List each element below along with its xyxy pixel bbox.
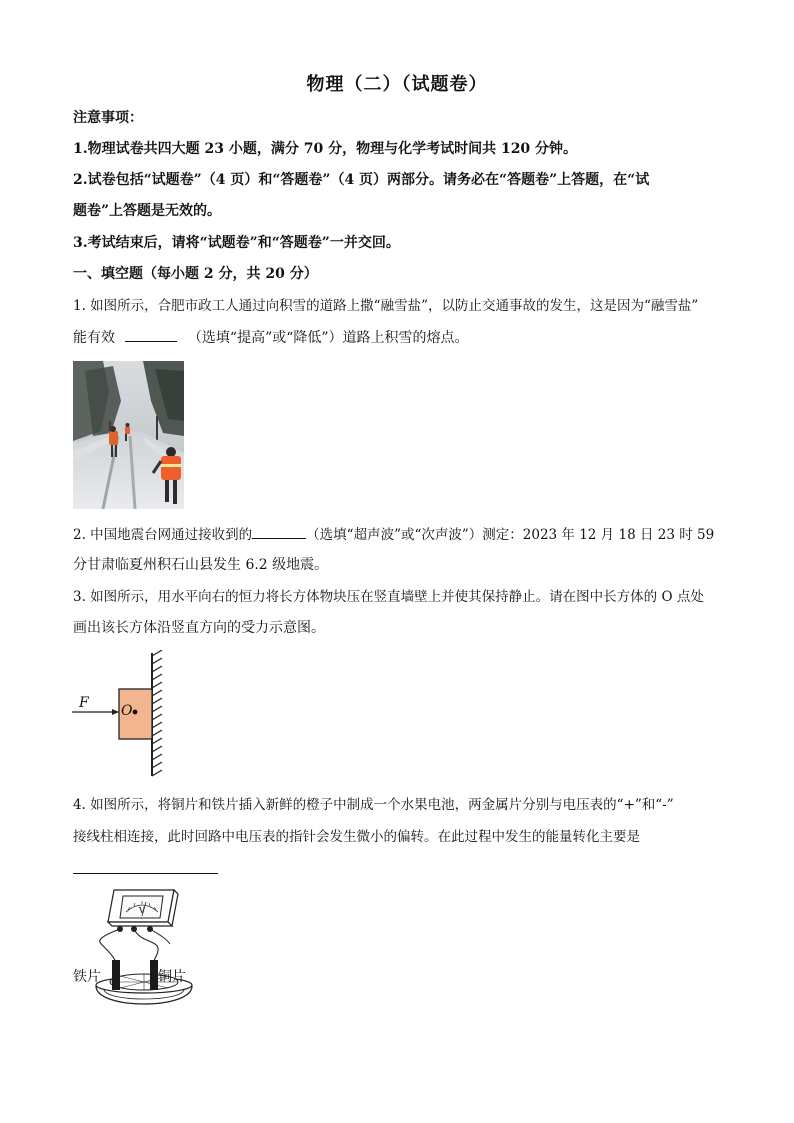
- copper-label: 铜片: [158, 969, 186, 985]
- point-label: O: [121, 703, 133, 719]
- q1-line2: [73, 327, 723, 348]
- q1-prefix: 能有效: [73, 330, 115, 346]
- q4-line2: 接线柱相连接，此时回路中电压表的指针会发生微小的偏转。在此过程中发生的能量转化主要是: [73, 829, 640, 845]
- block-wall-figure: [70, 650, 180, 780]
- section-heading: 一、填空题（每小题 2 分，共 20 分）: [73, 266, 318, 282]
- notice-item-1: 1.物理试卷共四大题 23 小题，满分 70 分，物理与化学考试时间共 120 分钟。: [73, 141, 578, 157]
- q2-suffix: （选填“超声波”或“次声波”）测定：2023 年 12 月 18 日 23 时 59: [306, 527, 715, 543]
- q2-line2: 分甘肃临夏州积石山县发生 6.2 级地震。: [73, 557, 329, 573]
- q3-line1: 3. 如图所示，用水平向右的恒力将长方体物块压在竖直墙壁上并使其保持静止。请在图中长方体的 O 点处: [73, 589, 704, 605]
- notice-heading: 注意事项：: [73, 110, 143, 126]
- notice-item-3: 3.考试结束后，请将“试题卷”和“答题卷”一并交回。: [73, 235, 400, 251]
- fruit-battery-figure: [70, 882, 210, 1017]
- q4-line1: 4. 如图所示，将铜片和铁片插入新鲜的橙子中制成一个水果电池，两金属片分别与电压表的“+”和“-”: [73, 797, 674, 813]
- q1-answer-blank[interactable]: [125, 327, 177, 342]
- force-label: F: [79, 695, 89, 711]
- q1-suffix: （选填“提高”或“降低”）道路上积雪的熔点。: [187, 330, 469, 346]
- q3-line2: 画出该长方体沿竖直方向的受力示意图。: [73, 620, 325, 636]
- q4-answer-blank[interactable]: [73, 873, 218, 874]
- iron-label: 铁片: [73, 969, 101, 985]
- notice-item-2-cont: 题卷”上答题是无效的。: [73, 203, 222, 219]
- q1-line1: 1. 如图所示，合肥市政工人通过向积雪的道路上撒“融雪盐”，以防止交通事故的发生，这是因为“融雪盐”: [73, 298, 699, 314]
- notice-item-2: 2.试卷包括“试题卷”（4 页）和“答题卷”（4 页）两部分。请务必在“答题卷”上答题，在“试: [73, 172, 650, 188]
- snow-road-photo: [73, 361, 184, 509]
- q2-prefix: 2. 中国地震台网通过接收到的: [73, 527, 253, 543]
- q2-answer-blank[interactable]: [252, 524, 306, 539]
- q2-line1: [73, 524, 723, 545]
- meter-label: V: [139, 906, 145, 915]
- page-title: 物理（二）（试题卷）: [306, 74, 488, 95]
